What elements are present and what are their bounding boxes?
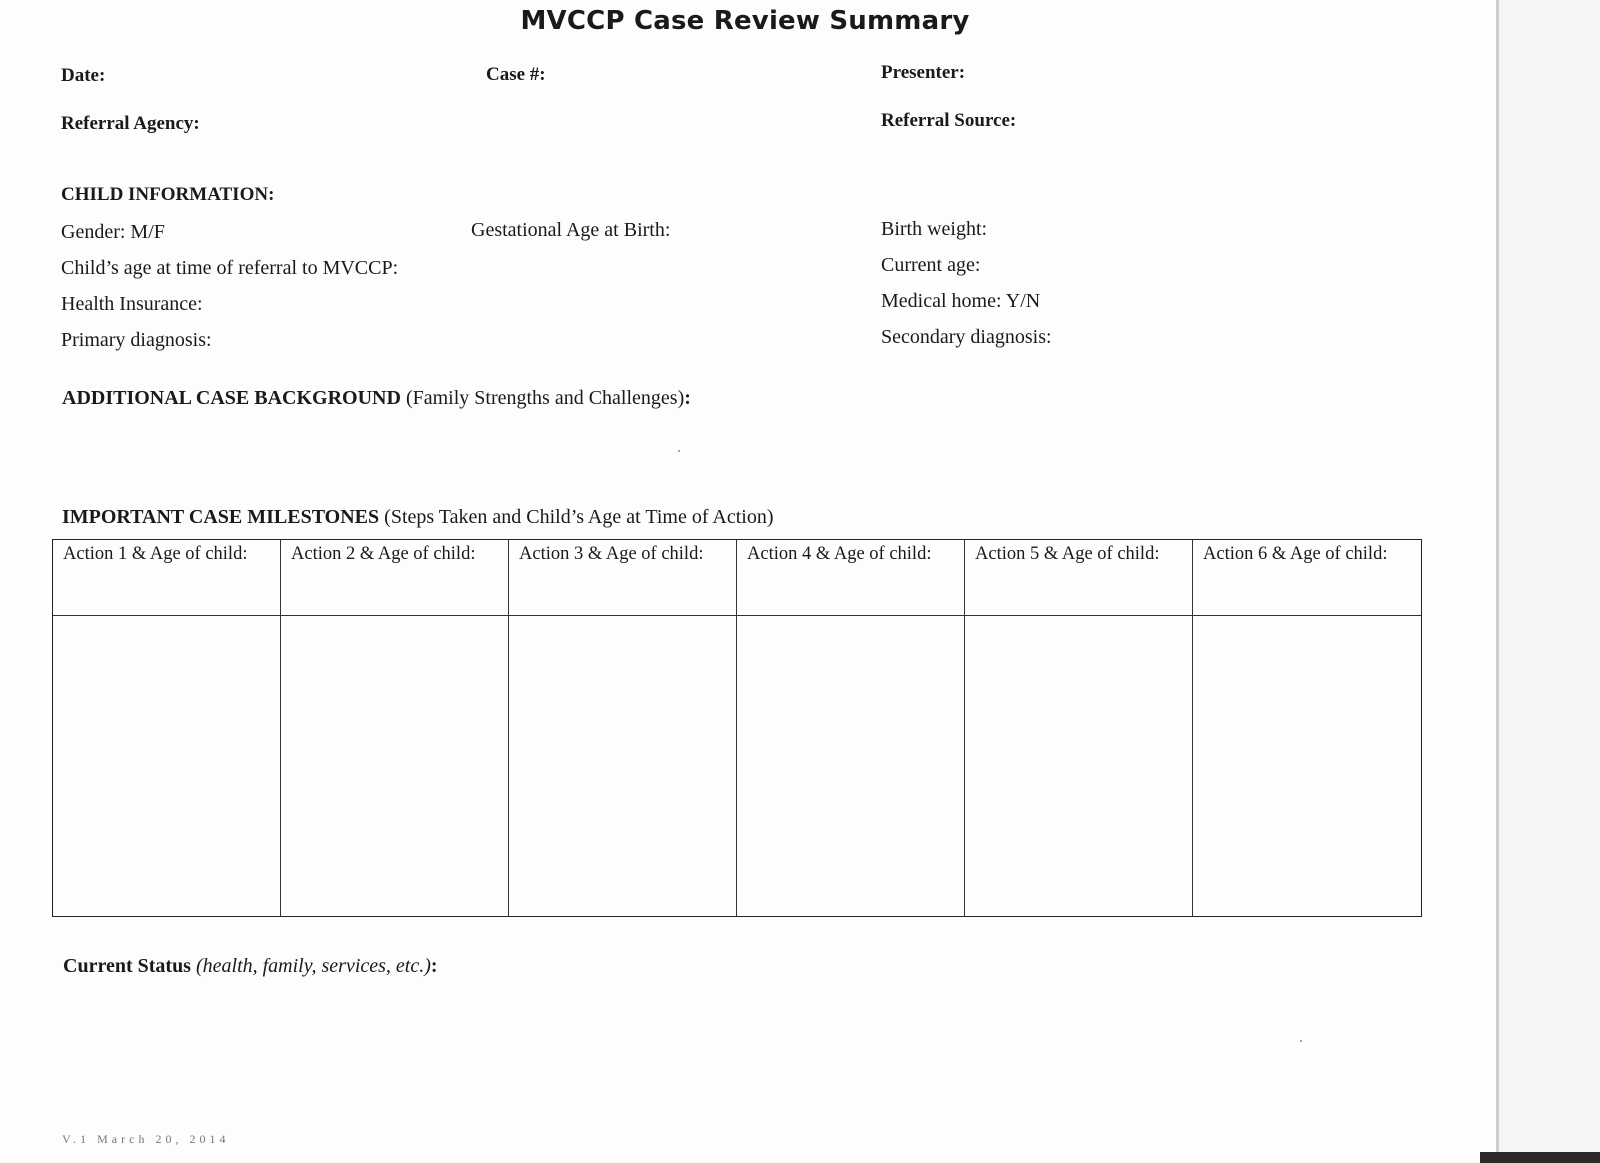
scan-speck [678, 450, 680, 452]
gender-label: Gender: M/F [61, 221, 165, 243]
scan-speck [1300, 1040, 1302, 1042]
milestone-cell-3 [509, 616, 737, 916]
age-at-referral-label: Child’s age at time of referral to MVCCP: [61, 257, 399, 279]
date-label: Date: [61, 65, 106, 86]
current-status-heading-bold: Current Status [63, 955, 191, 977]
milestone-cell-1 [53, 616, 281, 916]
milestone-header-3: Action 3 & Age of child: [509, 540, 737, 616]
scanner-shadow [1480, 1152, 1600, 1163]
milestone-header-2: Action 2 & Age of child: [281, 540, 509, 616]
additional-background-heading [62, 387, 691, 410]
additional-background-heading-rest: (Family Strengths and Challenges) [400, 387, 685, 409]
milestones-heading-bold: IMPORTANT CASE MILESTONES [62, 506, 380, 528]
additional-background-heading-colon: : [684, 387, 691, 409]
child-information-heading: CHILD INFORMATION: [61, 184, 275, 205]
current-status-heading-italic: (health, family, services, etc.) [195, 955, 431, 977]
milestones-heading-rest: (Steps Taken and Child’s Age at Time of Action) [379, 506, 774, 528]
presenter-label: Presenter: [881, 62, 966, 83]
milestone-cell-2 [281, 616, 509, 916]
gestational-age-label: Gestational Age at Birth: [471, 219, 671, 241]
health-insurance-label: Health Insurance: [61, 293, 203, 315]
milestone-cell-5 [965, 616, 1193, 916]
current-status-heading [63, 955, 438, 978]
referral-agency-label: Referral Agency: [61, 113, 200, 134]
milestones-heading [62, 506, 773, 529]
milestone-cell-4 [737, 616, 965, 916]
case-number-label: Case #: [486, 64, 546, 85]
milestone-header-6: Action 6 & Age of child: [1193, 540, 1421, 616]
current-status-heading-colon: : [430, 955, 438, 977]
scanner-background [1499, 0, 1600, 1163]
milestones-table [52, 539, 1422, 917]
milestone-header-5: Action 5 & Age of child: [965, 540, 1193, 616]
form-title: MVCCP Case Review Summary [520, 6, 970, 36]
additional-background-heading-bold: ADDITIONAL CASE BACKGROUND [62, 387, 401, 409]
medical-home-label: Medical home: Y/N [881, 290, 1041, 312]
current-age-label: Current age: [881, 254, 981, 276]
birth-weight-label: Birth weight: [881, 218, 988, 240]
primary-diagnosis-label: Primary diagnosis: [61, 329, 212, 351]
milestone-header-4: Action 4 & Age of child: [737, 540, 965, 616]
referral-source-label: Referral Source: [881, 110, 1017, 131]
secondary-diagnosis-label: Secondary diagnosis: [881, 326, 1052, 348]
milestone-cell-6 [1193, 616, 1421, 916]
version-footer: V.1 March 20, 2014 [62, 1132, 230, 1146]
milestone-header-1: Action 1 & Age of child: [53, 540, 281, 616]
